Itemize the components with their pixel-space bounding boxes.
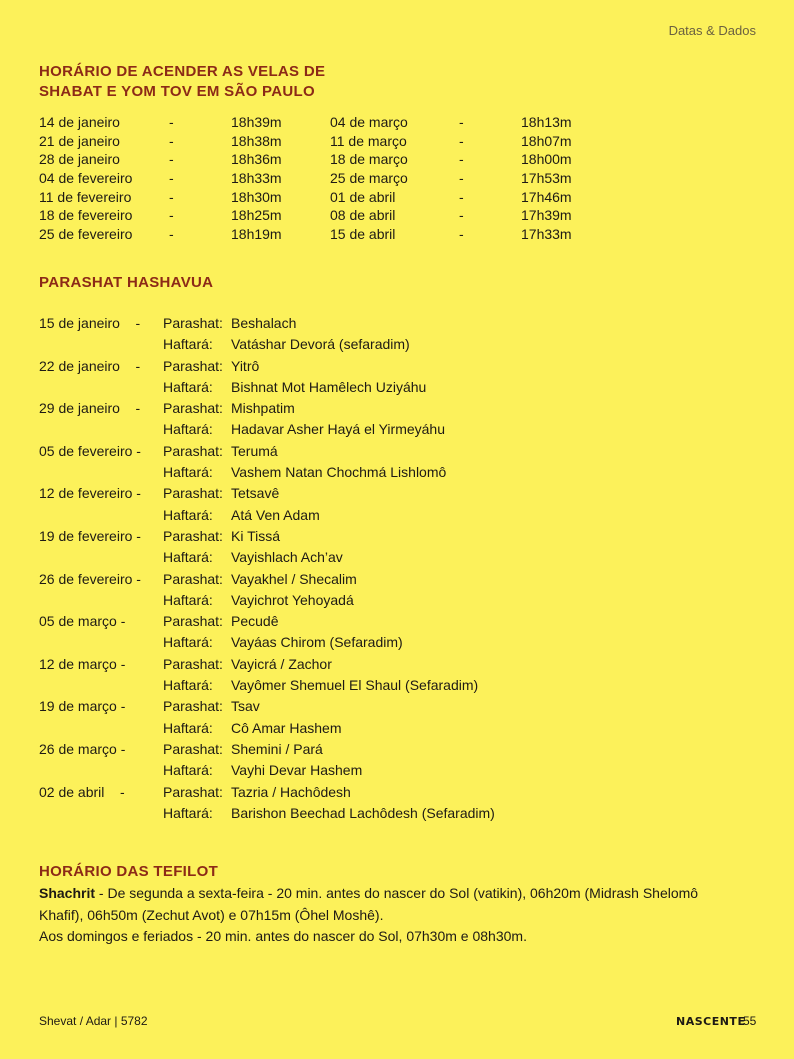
candle-dash: - bbox=[169, 226, 174, 243]
parashat-line-value: Yitrô bbox=[231, 357, 260, 374]
candle-time: 18h36m bbox=[231, 151, 282, 168]
parashat-line-label: Parashat: bbox=[163, 655, 223, 672]
parashat-line-value: Mishpatim bbox=[231, 400, 295, 417]
candle-date: 25 de março bbox=[330, 170, 408, 187]
parashat-line-value: Tazria / Hachôdesh bbox=[231, 783, 351, 800]
issue-info: Shevat / Adar | 5782 bbox=[39, 1014, 148, 1028]
haftara-line-value: Barishon Beechad Lachôdesh (Sefaradim) bbox=[231, 804, 495, 821]
candle-row bbox=[39, 150, 309, 169]
haftara-line-value: Vashem Natan Chochmá Lishlomô bbox=[231, 464, 447, 481]
parashat-line-value: Pecudê bbox=[231, 613, 279, 630]
candle-date: 08 de abril bbox=[330, 207, 396, 224]
candle-dash: - bbox=[459, 188, 464, 205]
candle-time: 18h30m bbox=[231, 188, 282, 205]
candle-dash: - bbox=[459, 132, 464, 149]
candle-row bbox=[39, 132, 309, 151]
shachrit-label: Shachrit bbox=[39, 885, 96, 901]
parasha-date: 05 de março - bbox=[39, 613, 126, 630]
parasha-date: 12 de fevereiro - bbox=[39, 485, 141, 502]
candle-time: 18h25m bbox=[231, 207, 282, 224]
haftara-line-label: Haftará: bbox=[163, 634, 213, 651]
candle-dash: - bbox=[459, 170, 464, 187]
candle-time: 17h46m bbox=[521, 188, 572, 205]
parasha-title: PARASHAT HASHAVUA bbox=[39, 274, 214, 291]
candle-dash: - bbox=[169, 170, 174, 187]
candle-date: 28 de janeiro bbox=[39, 151, 120, 168]
parashat-line-label: Parashat: bbox=[163, 698, 223, 715]
candle-dash: - bbox=[169, 207, 174, 224]
haftara-line-label: Haftará: bbox=[163, 336, 213, 353]
candle-row bbox=[39, 206, 309, 225]
haftara-line-value: Bishnat Mot Hamêlech Uziyáhu bbox=[231, 378, 427, 395]
parasha-date: 29 de janeiro - bbox=[39, 400, 141, 417]
parashat-line-value: Beshalach bbox=[231, 315, 297, 331]
parashat-line-label: Parashat: bbox=[163, 442, 223, 459]
candle-date: 25 de fevereiro bbox=[39, 226, 133, 243]
candle-time: 18h13m bbox=[521, 114, 572, 130]
haftara-line-value: Atá Ven Adam bbox=[231, 506, 320, 523]
candle-row bbox=[330, 169, 600, 188]
candle-date: 14 de janeiro bbox=[39, 114, 120, 130]
shachrit-text: - De segunda a sexta-feira - 20 min. antes do nascer do Sol (vatikin), 06h20m (Midrash Shelomô Khafif), 06h50m (Zechut Avot) e 07h15m (Ôhel Moshê). bbox=[39, 885, 699, 923]
tefilot-title: HORÁRIO DAS TEFILOT bbox=[39, 863, 219, 880]
haftara-line-value: Vayáas Chirom (Sefaradim) bbox=[231, 634, 403, 651]
candle-row bbox=[39, 169, 309, 188]
candle-dash: - bbox=[459, 151, 464, 168]
candle-date: 15 de abril bbox=[330, 226, 396, 243]
candle-times-left bbox=[39, 113, 309, 244]
parasha-date: 02 de abril - bbox=[39, 783, 125, 800]
candles-title-line2: SHABAT E YOM TOV EM SÃO PAULO bbox=[39, 83, 315, 100]
parashat-line-value: Shemini / Pará bbox=[231, 740, 323, 757]
candle-row bbox=[330, 188, 600, 207]
candle-row bbox=[39, 113, 309, 132]
parashat-line-value: Terumá bbox=[231, 442, 278, 459]
parashat-line-label: Parashat: bbox=[163, 485, 223, 502]
candle-date: 18 de março bbox=[330, 151, 408, 168]
parasha-date: 19 de março - bbox=[39, 698, 126, 715]
haftara-line-label: Haftará: bbox=[163, 506, 213, 523]
haftara-line-label: Haftará: bbox=[163, 464, 213, 481]
candle-dash: - bbox=[459, 226, 464, 243]
parasha-date: 15 de janeiro - bbox=[39, 315, 141, 331]
haftara-line-value: Vatáshar Devorá (sefaradim) bbox=[231, 336, 410, 353]
haftara-line-value: Vayishlach Ach’av bbox=[231, 549, 343, 566]
candle-row bbox=[330, 113, 600, 132]
candle-time: 17h33m bbox=[521, 226, 572, 243]
candle-dash: - bbox=[169, 114, 174, 130]
candle-date: 18 de fevereiro bbox=[39, 207, 133, 224]
parashat-line-value: Vayakhel / Shecalim bbox=[231, 570, 357, 587]
sundays-text: Aos domingos e feriados - 20 min. antes do nascer do Sol, 07h30m e 08h30m. bbox=[39, 928, 527, 944]
haftara-line-label: Haftará: bbox=[163, 804, 213, 821]
candle-time: 17h39m bbox=[521, 207, 572, 224]
haftara-line-label: Haftará: bbox=[163, 762, 213, 779]
candle-time: 18h33m bbox=[231, 170, 282, 187]
candle-time: 18h38m bbox=[231, 132, 282, 149]
parashat-line-value: Tetsavê bbox=[231, 485, 280, 502]
parasha-date: 19 de fevereiro - bbox=[39, 527, 141, 544]
parashat-line-value: Tsav bbox=[231, 698, 260, 715]
candle-time: 18h39m bbox=[231, 114, 282, 130]
haftara-line-value: Vayhi Devar Hashem bbox=[231, 762, 363, 779]
tefilot-text bbox=[39, 883, 739, 948]
haftara-line-value: Vayichrot Yehoyadá bbox=[231, 591, 354, 608]
parasha-date: 05 de fevereiro - bbox=[39, 442, 141, 459]
candle-date: 04 de fevereiro bbox=[39, 170, 133, 187]
candle-dash: - bbox=[459, 207, 464, 224]
candle-row bbox=[330, 150, 600, 169]
haftara-line-value: Hadavar Asher Hayá el Yirmeyáhu bbox=[231, 421, 445, 438]
candle-row bbox=[330, 225, 600, 244]
candle-date: 01 de abril bbox=[330, 188, 396, 205]
haftara-line-label: Haftará: bbox=[163, 677, 213, 694]
haftara-line-label: Haftará: bbox=[163, 591, 213, 608]
parasha-date: 26 de março - bbox=[39, 740, 126, 757]
magazine-logo: NASCENTE bbox=[676, 1015, 746, 1028]
parasha-date: 26 de fevereiro - bbox=[39, 570, 141, 587]
candle-date: 11 de março bbox=[330, 132, 407, 149]
candle-dash: - bbox=[169, 188, 174, 205]
candle-time: 17h53m bbox=[521, 170, 572, 187]
parashat-line-label: Parashat: bbox=[163, 570, 223, 587]
candles-title-line1: HORÁRIO DE ACENDER AS VELAS DE bbox=[39, 63, 326, 80]
candle-row bbox=[39, 225, 309, 244]
candle-times-right bbox=[330, 113, 600, 244]
candle-date: 11 de fevereiro bbox=[39, 188, 132, 205]
candle-dash: - bbox=[459, 114, 464, 130]
haftara-line-label: Haftará: bbox=[163, 549, 213, 566]
candle-date: 21 de janeiro bbox=[39, 132, 120, 149]
parasha-date: 22 de janeiro - bbox=[39, 357, 141, 374]
candle-time: 18h07m bbox=[521, 132, 572, 149]
parasha-date: 12 de março - bbox=[39, 655, 126, 672]
candles-title bbox=[39, 62, 325, 102]
candle-dash: - bbox=[169, 132, 174, 149]
parashat-line-value: Vayicrá / Zachor bbox=[231, 655, 332, 672]
parashat-line-label: Parashat: bbox=[163, 613, 223, 630]
parashat-line-label: Parashat: bbox=[163, 400, 223, 417]
parashat-line-label: Parashat: bbox=[163, 783, 223, 800]
parashat-line-label: Parashat: bbox=[163, 527, 223, 544]
haftara-line-label: Haftará: bbox=[163, 378, 213, 395]
parashat-line-label: Parashat: bbox=[163, 357, 223, 374]
parashat-line-label: Parashat: bbox=[163, 315, 223, 331]
parashat-line-label: Parashat: bbox=[163, 740, 223, 757]
candle-row bbox=[39, 188, 309, 207]
candle-row bbox=[330, 132, 600, 151]
haftara-line-label: Haftará: bbox=[163, 421, 213, 438]
candle-dash: - bbox=[169, 151, 174, 168]
haftara-line-label: Haftará: bbox=[163, 719, 213, 736]
section-label: Datas & Dados bbox=[668, 23, 756, 38]
haftara-line-value: Vayômer Shemuel El Shaul (Sefaradim) bbox=[231, 677, 479, 694]
parashat-line-value: Ki Tissá bbox=[231, 527, 281, 544]
haftara-line-value: Cô Amar Hashem bbox=[231, 719, 342, 736]
candle-time: 18h19m bbox=[231, 226, 282, 243]
candle-date: 04 de março bbox=[330, 114, 408, 130]
candle-row bbox=[330, 206, 600, 225]
page-number: 55 bbox=[743, 1014, 757, 1028]
candle-time: 18h00m bbox=[521, 151, 572, 168]
